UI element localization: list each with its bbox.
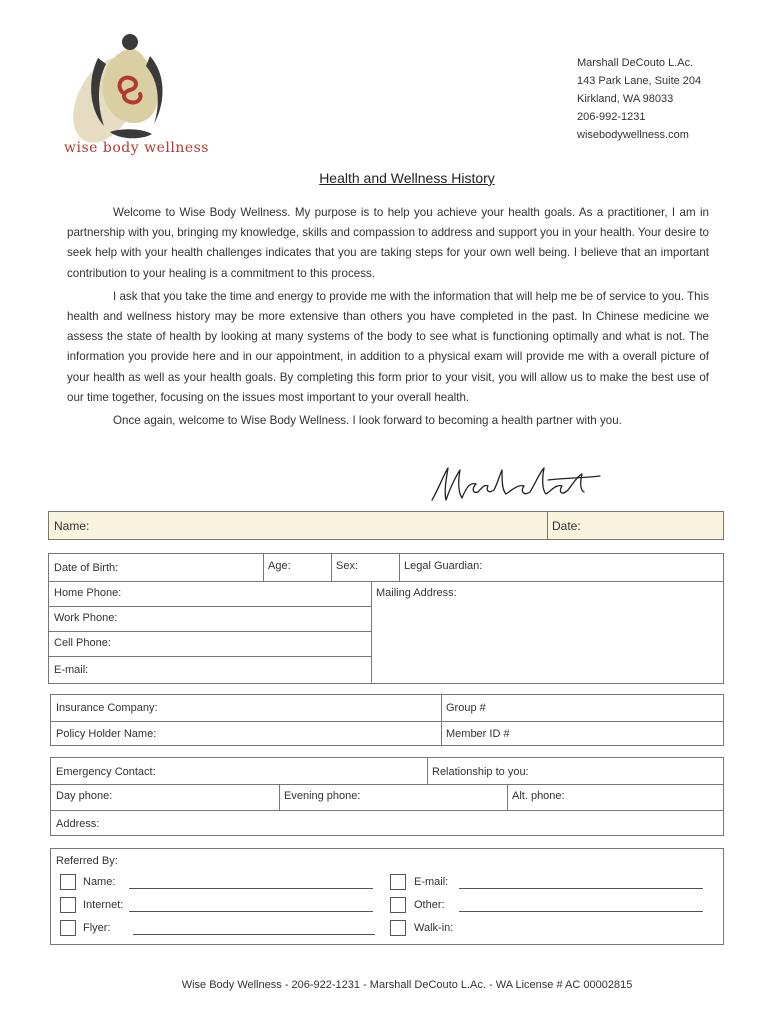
email-field[interactable] — [49, 656, 371, 683]
address-field[interactable] — [51, 810, 723, 835]
mailing-address-label: Mailing Address: — [376, 587, 457, 599]
ref-flyer-label: Flyer: — [83, 922, 111, 934]
contact-block — [577, 54, 701, 144]
email-label: E-mail: — [54, 664, 89, 676]
policy-holder-field[interactable] — [51, 721, 441, 745]
relationship-label: Relationship to you: — [432, 766, 529, 778]
ref-flyer-line[interactable] — [133, 934, 375, 935]
ref-internet-label: Internet: — [83, 899, 124, 911]
ref-walkin-label: Walk-in: — [414, 922, 454, 934]
ref-email-label: E-mail: — [414, 876, 449, 888]
ref-internet-line[interactable] — [129, 911, 373, 912]
date-label: Date: — [552, 519, 581, 533]
work-phone-field[interactable] — [49, 606, 371, 631]
policy-holder-label: Policy Holder Name: — [56, 728, 157, 740]
address-label: Address: — [56, 818, 100, 830]
page-footer: Wise Body Wellness - 206-922-1231 - Marshall DeCouto L.Ac. - WA License # AC 00002815 — [181, 979, 633, 991]
group-label: Group # — [446, 702, 486, 714]
ref-name-line[interactable] — [129, 888, 373, 889]
ref-other-checkbox[interactable] — [390, 897, 406, 913]
intro-paragraph-2: I ask that you take the time and energy to provide me with the information that will help me be of service to you. This health and wellness history may be more extensive than others you have completed in the past. In Chinese medicine we assess the state of health by looking at many systems of the body to see what is functioning optimally and what is not. The information you provide here and in our appointment, in addition to a physical exam will provide me with a overall picture of your health as well as your health goals. By completing this form prior to your visit, you will allow us to make the best use of our time together, focusing on the issues most important to your overall health. — [67, 289, 709, 404]
alt-phone-field[interactable] — [507, 784, 723, 810]
ref-other-line[interactable] — [459, 911, 703, 912]
referred-by-section — [50, 848, 724, 945]
evening-phone-field[interactable] — [279, 784, 507, 810]
date-of-birth-field[interactable] — [49, 554, 263, 581]
ref-walkin-checkbox[interactable] — [390, 920, 406, 936]
ref-email-line[interactable] — [459, 888, 703, 889]
home-phone-field[interactable] — [49, 581, 371, 606]
intro-p1-brand: Wise Body Wellness. — [179, 206, 291, 219]
member-id-field[interactable] — [441, 721, 723, 745]
sex-field[interactable] — [331, 554, 399, 581]
evening-phone-label: Evening phone: — [284, 790, 361, 802]
personal-info-section — [48, 553, 724, 684]
group-number-field[interactable] — [441, 695, 723, 721]
insurance-company-field[interactable] — [51, 695, 441, 721]
ref-internet-checkbox[interactable] — [60, 897, 76, 913]
legal-guardian-field[interactable] — [399, 554, 723, 581]
age-field[interactable] — [263, 554, 331, 581]
intro-paragraph-3: Once again, welcome to Wise Body Wellness. I look forward to becoming a health partner with you. — [113, 414, 622, 428]
street-address: 143 Park Lane, Suite 204 — [577, 75, 702, 87]
phone-number: 206-992-1231 — [577, 111, 646, 123]
name-date-row — [48, 511, 724, 540]
cell-phone-label: Cell Phone: — [54, 637, 111, 649]
guardian-label: Legal Guardian: — [404, 560, 483, 572]
emergency-contact-field[interactable] — [51, 758, 427, 784]
intro-p1-rest: My purpose is to help you achieve your health goals. As a practitioner, I am in partnership with you, bringing my knowledge, skills and compassion to address and support you in your health. Your desire to seek help with your health challenges indicates that you are taking steps for your own well being. I believe that an important contribution to your healing is a commitment to this process. — [67, 206, 709, 280]
age-label: Age: — [268, 560, 291, 572]
alt-phone-label: Alt. phone: — [512, 790, 565, 802]
relationship-field[interactable] — [427, 758, 723, 784]
day-phone-label: Day phone: — [56, 790, 113, 802]
insurance-section — [50, 694, 724, 746]
referred-by-heading: Referred By: — [56, 855, 118, 867]
logo-text: wise body wellness — [64, 140, 209, 156]
city-state-zip: Kirkland, WA 98033 — [577, 93, 674, 105]
cell-phone-field[interactable] — [49, 631, 371, 656]
ref-email-checkbox[interactable] — [390, 874, 406, 890]
dob-label: Date of Birth: — [54, 562, 119, 574]
name-label: Name: — [54, 519, 90, 533]
emergency-contact-label: Emergency Contact: — [56, 766, 156, 778]
ref-name-label: Name: — [83, 876, 116, 888]
intro-paragraph-1 — [67, 203, 709, 284]
page-title: Health and Wellness History — [319, 170, 495, 186]
intro-p1-prefix: Welcome to — [113, 206, 180, 219]
name-field[interactable] — [49, 512, 549, 539]
mailing-address-field[interactable] — [371, 581, 723, 683]
practitioner-name: Marshall DeCouto L.Ac. — [577, 57, 694, 69]
ref-flyer-checkbox[interactable] — [60, 920, 76, 936]
work-phone-label: Work Phone: — [54, 612, 118, 624]
home-phone-label: Home Phone: — [54, 587, 122, 599]
practitioner-signature — [428, 460, 603, 508]
member-id-label: Member ID # — [446, 728, 510, 740]
intro-letter — [67, 203, 709, 434]
sex-label: Sex: — [336, 560, 359, 572]
website: wisebodywellness.com — [577, 129, 689, 141]
ref-other-label: Other: — [414, 899, 445, 911]
emergency-contact-section — [50, 757, 724, 836]
ref-name-checkbox[interactable] — [60, 874, 76, 890]
insurance-label: Insurance Company: — [56, 702, 158, 714]
date-field[interactable] — [547, 512, 723, 539]
day-phone-field[interactable] — [51, 784, 279, 810]
